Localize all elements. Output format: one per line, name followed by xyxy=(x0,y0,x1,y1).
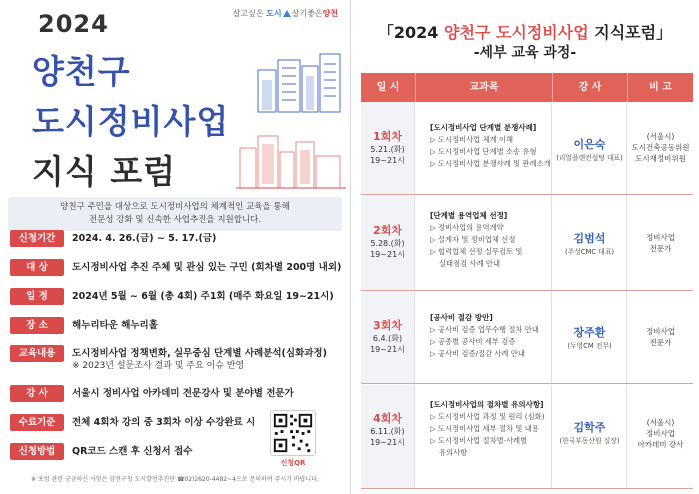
info-value-note: ※ 2023년 설문조사 결과 및 주요 이슈 반영 xyxy=(72,361,245,371)
note-line: 정비사업 xyxy=(646,429,675,438)
info-value: 해누리타운 해누리홀 xyxy=(72,320,158,331)
subject-title: [도시정비사업의 절차별 유의사항] xyxy=(430,400,544,409)
subject-title: [도시정비사업 단계별 분쟁사례] xyxy=(430,123,537,132)
subject-item: ▷ 공사비 검증 업무수행 절차 안내 xyxy=(430,325,539,334)
table-row xyxy=(361,385,693,489)
qr-label: 신청QR xyxy=(280,459,306,467)
info-row-instructor xyxy=(10,385,346,403)
note-line: 전문가 xyxy=(649,338,672,347)
instructor-affiliation: (리얼플랜컨설팅 대표) xyxy=(556,154,623,162)
instructor-name: 김학주 xyxy=(573,421,606,434)
note-line: 정비사업 xyxy=(646,327,675,336)
intro-line1: 양천구 주민을 대상으로 도시정비사업의 체계적인 교육을 통해 xyxy=(60,202,290,212)
table-row xyxy=(361,102,693,195)
brand-text-2: 도시 xyxy=(266,9,282,18)
subject-title: [단계별 용역업체 선정] xyxy=(430,211,508,220)
info-label: 신청방법 xyxy=(10,443,64,460)
subject-item: ▷ 공사비 검증/절감 사례 안내 xyxy=(430,349,525,358)
schedule-title xyxy=(351,20,699,43)
info-label: 장 소 xyxy=(10,317,64,334)
instructor-cell xyxy=(553,102,627,194)
brand-text-3: 살기좋은 xyxy=(291,9,323,18)
subject-item: ▷ 도시정비사업 체계 이해 xyxy=(430,135,514,144)
subject-title: [공사비 절감 방안] xyxy=(430,313,493,322)
note-cell xyxy=(628,196,693,290)
subject-item: ▷ 도시정비사업 분쟁사례 및 판례소개 xyxy=(430,159,551,168)
round-date: 5.28.(화) xyxy=(370,239,405,248)
instructor-name: 김범석 xyxy=(573,232,606,245)
note-line: 아카데미 강사 xyxy=(637,440,684,449)
subject-cell xyxy=(416,385,552,488)
schedule-title-highlight: 양천구 도시정비사업 xyxy=(444,23,589,42)
subject-cell xyxy=(416,292,552,383)
schedule-title-open: 「2024 xyxy=(377,23,444,42)
instructor-name: 이은숙 xyxy=(573,138,606,151)
round-date: 6.11.(화) xyxy=(370,427,405,436)
info-value: QR코드 스캔 후 신청서 접수 xyxy=(72,446,193,457)
round-cell xyxy=(361,102,415,194)
instructor-name: 장주환 xyxy=(573,326,606,339)
schedule-title-close: 지식포럼」 xyxy=(588,23,673,42)
round-number: 2회차 xyxy=(373,224,402,237)
info-row-period xyxy=(10,230,346,248)
round-cell xyxy=(361,292,415,383)
poster-year: 2024 xyxy=(38,10,109,38)
info-label: 강 사 xyxy=(10,385,64,402)
info-label: 신청기간 xyxy=(10,230,64,247)
round-date: 5.21.(화) xyxy=(370,145,405,154)
info-label: 대 상 xyxy=(10,259,64,276)
note-line: 정비사업 xyxy=(646,233,675,242)
round-number: 3회차 xyxy=(373,319,402,332)
round-number: 1회차 xyxy=(373,130,402,143)
qr-code-icon[interactable] xyxy=(270,410,316,456)
subject-cell xyxy=(416,102,552,194)
round-cell xyxy=(361,385,415,488)
info-row-schedule xyxy=(10,288,346,306)
table-header xyxy=(361,73,693,102)
round-date: 6.4.(화) xyxy=(372,334,403,343)
subject-cell xyxy=(416,196,552,290)
subject-item: ▷ 도시정비사업 세부 절차 및 내용 xyxy=(430,424,539,433)
info-value: 전체 4회차 강의 중 3회차 이상 수강완료 시 xyxy=(72,417,256,428)
info-row-content xyxy=(10,345,346,375)
schedule-page xyxy=(351,0,699,494)
poster-title-line1: 양천구 xyxy=(32,52,131,91)
note-cell xyxy=(628,385,693,488)
info-value: 서울시 정비사업 아카데미 전문강사 및 분야별 전문가 xyxy=(72,388,294,399)
subject-item: ▷ 설계자 및 정비업체 선정 xyxy=(430,235,516,244)
info-label: 일 정 xyxy=(10,288,64,305)
instructor-affiliation: (두영CM 전무) xyxy=(567,342,612,350)
info-row-target xyxy=(10,259,346,277)
subject-item: ▷ 공종별 공사비 세부 검증 xyxy=(430,337,516,346)
poster-title-line3: 지식 포럼 xyxy=(32,152,177,191)
round-cell xyxy=(361,196,415,290)
table-row xyxy=(361,196,693,291)
subject-item: ▷ 도시정비사업 단계별 소송 유형 xyxy=(430,147,537,156)
note-line: (서울시) xyxy=(646,418,675,427)
brand-logo-icon xyxy=(283,10,291,17)
info-value: 2024. 4. 26.(금) ~ 5. 17.(금) xyxy=(72,233,217,244)
info-label: 교육내용 xyxy=(10,345,64,362)
table-row xyxy=(361,292,693,384)
subject-item: ▷ 도시정비사업 과정 및 원리 (심화) xyxy=(430,412,545,421)
round-time: 19~21시 xyxy=(370,345,405,354)
subject-item: ▷ 도시정비사업 절차별·사례별 xyxy=(430,436,528,445)
info-label: 수료기준 xyxy=(10,414,64,431)
round-time: 19~21시 xyxy=(370,438,405,447)
instructor-cell xyxy=(553,196,627,290)
note-line: 전문가 xyxy=(649,244,672,253)
subject-item: 유의사항 xyxy=(439,448,468,457)
intro-line2: 전문성 강화 및 신속한 사업추진을 지원합니다. xyxy=(88,215,262,225)
info-value: 2024년 5월 ~ 6월 (총 4회) 주1회 (매주 화요일 19~21시) xyxy=(72,291,334,302)
poster-footer-note: ※ 포럼 관련 궁금하신 사항은 양천구청 도시발전추진단 ☎02)2620-4482~4으로 문의하여 주시기 바랍니다. xyxy=(31,476,319,483)
intro-box xyxy=(8,197,342,231)
round-number: 4회차 xyxy=(373,412,402,425)
note-line: 도시건축공동위원 xyxy=(631,143,690,152)
brand-logo xyxy=(233,8,338,19)
note-cell xyxy=(628,102,693,194)
header-subject: 교과목 xyxy=(416,73,553,102)
info-value: 도시정비사업 정책변화, 실무중심 단계별 사례분석(심화과정) xyxy=(72,348,327,359)
note-cell xyxy=(628,292,693,383)
instructor-affiliation: (한국부동산원 실장) xyxy=(559,437,620,445)
instructor-affiliation: (주성CMC 대표) xyxy=(564,248,615,256)
poster-title-line2: 도시정비사업 xyxy=(32,102,230,141)
header-note: 비 고 xyxy=(649,82,672,93)
subject-item: ▷ 협력업체 선정 실무검토 및 xyxy=(430,247,523,256)
instructor-cell xyxy=(553,292,627,383)
brand-text-1: 살고싶은 xyxy=(232,9,267,18)
info-row-venue xyxy=(10,317,346,335)
header-round: 일 시 xyxy=(361,73,416,102)
header-instructor: 강 사 xyxy=(553,73,628,102)
info-value: 도시정비사업 추진 주체 및 관심 있는 구민 (회차별 200명 내외) xyxy=(72,262,342,273)
city-skyline-illustration xyxy=(236,52,346,192)
note-line: 도시재정비위원 xyxy=(635,154,686,163)
subject-item: 실태점검 사례 안내 xyxy=(439,259,501,268)
schedule-subtitle: -세부 교육 과정- xyxy=(473,45,577,61)
subject-item: ▷ 정비사업의 용역계약 xyxy=(430,223,504,232)
round-time: 19~21시 xyxy=(370,156,405,165)
round-time: 19~21시 xyxy=(370,250,405,259)
note-line: (서울시) xyxy=(646,132,675,141)
instructor-cell xyxy=(553,385,627,488)
brand-text-4: 양천 xyxy=(322,9,338,18)
